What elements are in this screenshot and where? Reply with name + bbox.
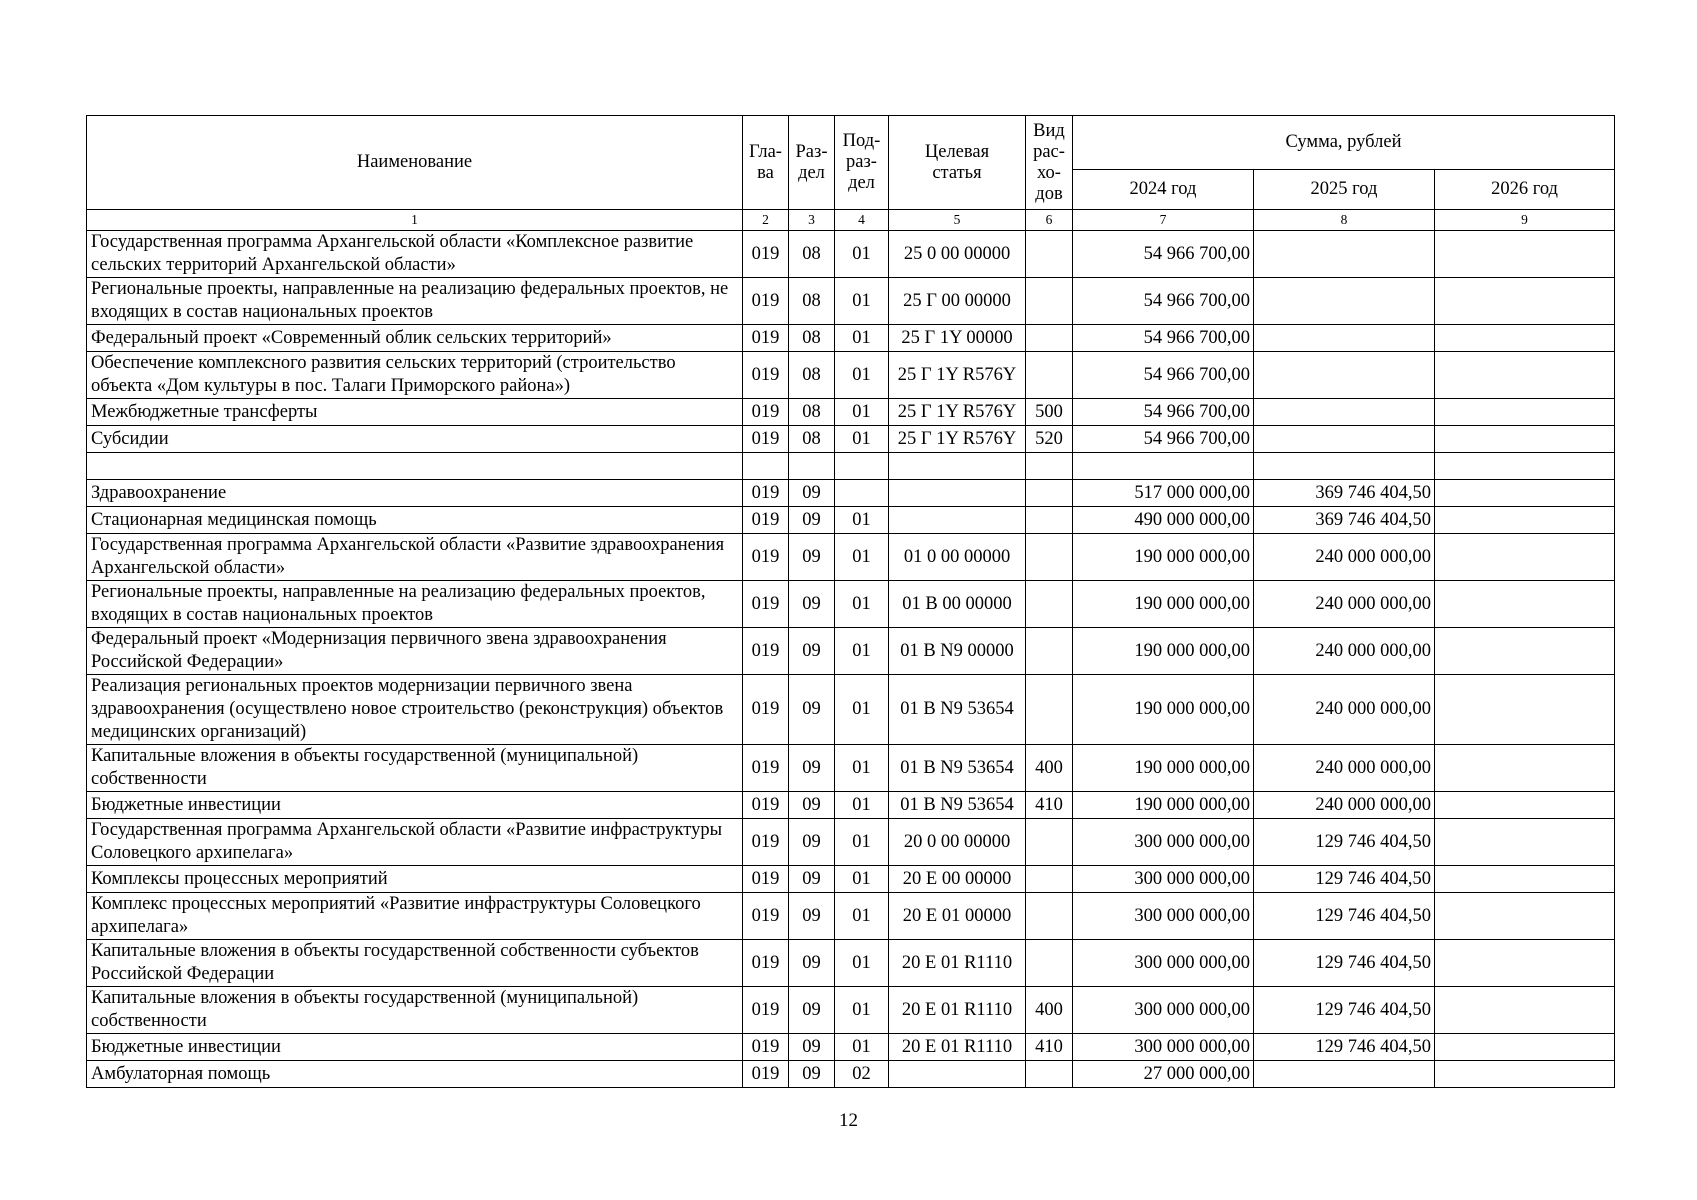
row-podrazdel: 01 [835,325,889,352]
row-podrazdel: 01 [835,819,889,866]
row-podrazdel: 01 [835,581,889,628]
row-podrazdel: 01 [835,426,889,453]
row-vid-rashodov: 520 [1026,426,1073,453]
row-sum-2024: 54 966 700,00 [1073,352,1254,399]
row-glava: 019 [743,399,789,426]
table-row [87,480,1615,507]
table-row [87,792,1615,819]
row-sum-2026 [1435,534,1615,581]
table-row [87,325,1615,352]
row-sum-2026 [1435,866,1615,893]
row-sum-2025: 240 000 000,00 [1254,675,1435,745]
row-vid-rashodov [1026,1061,1073,1088]
row-name: Комплексы процессных мероприятий [87,866,743,893]
row-sum-2026 [1435,231,1615,278]
row-glava: 019 [743,987,789,1034]
row-glava: 019 [743,628,789,675]
row-name: Капитальные вложения в объекты государственной собственности субъектов Российской Федерации [87,940,743,987]
row-vid-rashodov: 410 [1026,792,1073,819]
column-number: 1 [87,210,743,231]
row-name: Субсидии [87,426,743,453]
row-sum-2026 [1435,1061,1615,1088]
row-sum-2026 [1435,325,1615,352]
row-celevaya-statya: 20 Е 01 R1110 [889,1034,1026,1061]
row-sum-2025: 240 000 000,00 [1254,628,1435,675]
column-number-row [87,210,1615,231]
table-row [87,819,1615,866]
row-vid-rashodov: 400 [1026,987,1073,1034]
row-celevaya-statya: 20 Е 01 R1110 [889,987,1026,1034]
row-glava: 019 [743,426,789,453]
row-celevaya-statya: 01 0 00 00000 [889,534,1026,581]
table-row [87,352,1615,399]
row-sum-2026 [1435,819,1615,866]
row-sum-2024: 54 966 700,00 [1073,426,1254,453]
table-row [87,453,1615,480]
row-sum-2026 [1435,426,1615,453]
row-glava: 019 [743,581,789,628]
row-sum-2025: 129 746 404,50 [1254,987,1435,1034]
table-row [87,399,1615,426]
row-glava: 019 [743,1034,789,1061]
row-podrazdel: 01 [835,507,889,534]
row-podrazdel: 01 [835,231,889,278]
row-sum-2025: 240 000 000,00 [1254,534,1435,581]
row-sum-2024: 190 000 000,00 [1073,675,1254,745]
row-sum-2024: 300 000 000,00 [1073,940,1254,987]
row-sum-2024: 300 000 000,00 [1073,1034,1254,1061]
row-glava: 019 [743,507,789,534]
row-glava: 019 [743,792,789,819]
row-name: Государственная программа Архангельской области «Комплексное развитие сельских территорий Архангельской области» [87,231,743,278]
row-celevaya-statya: 25 Г 1Y R576Y [889,399,1026,426]
row-sum-2026 [1435,987,1615,1034]
table-row [87,987,1615,1034]
row-sum-2026 [1435,278,1615,325]
row-podrazdel: 01 [835,399,889,426]
row-glava: 019 [743,480,789,507]
row-name: Федеральный проект «Современный облик сельских территорий» [87,325,743,352]
row-name: Комплекс процессных мероприятий «Развитие инфраструктуры Соловецкого архипелага» [87,893,743,940]
row-glava: 019 [743,893,789,940]
row-sum-2024: 54 966 700,00 [1073,325,1254,352]
row-sum-2025 [1254,426,1435,453]
row-vid-rashodov [1026,534,1073,581]
row-razdel: 09 [789,480,835,507]
row-sum-2025: 129 746 404,50 [1254,893,1435,940]
row-razdel: 09 [789,940,835,987]
row-name: Здравоохранение [87,480,743,507]
row-razdel: 08 [789,278,835,325]
row-glava: 019 [743,866,789,893]
row-celevaya-statya: 20 0 00 00000 [889,819,1026,866]
column-number: 2 [743,210,789,231]
column-number: 3 [789,210,835,231]
header-year-2025: 2025 год [1254,170,1435,210]
row-razdel: 08 [789,325,835,352]
row-sum-2024: 517 000 000,00 [1073,480,1254,507]
row-celevaya-statya: 01 В N9 53654 [889,675,1026,745]
row-vid-rashodov: 410 [1026,1034,1073,1061]
row-razdel: 08 [789,352,835,399]
row-podrazdel: 01 [835,352,889,399]
row-razdel: 09 [789,534,835,581]
row-celevaya-statya [889,453,1026,480]
row-vid-rashodov [1026,940,1073,987]
row-sum-2026 [1435,453,1615,480]
row-sum-2025: 129 746 404,50 [1254,866,1435,893]
table-row [87,1061,1615,1088]
row-vid-rashodov [1026,278,1073,325]
row-razdel: 09 [789,792,835,819]
row-sum-2024: 54 966 700,00 [1073,399,1254,426]
row-sum-2026 [1435,399,1615,426]
table-row [87,745,1615,792]
row-celevaya-statya: 20 Е 00 00000 [889,866,1026,893]
row-glava: 019 [743,534,789,581]
row-podrazdel: 01 [835,1034,889,1061]
row-razdel: 09 [789,581,835,628]
table-body [87,231,1615,1088]
row-podrazdel: 01 [835,940,889,987]
row-sum-2026 [1435,940,1615,987]
row-glava: 019 [743,675,789,745]
row-podrazdel: 01 [835,675,889,745]
row-razdel: 09 [789,866,835,893]
row-vid-rashodov [1026,352,1073,399]
row-celevaya-statya: 01 В N9 00000 [889,628,1026,675]
row-podrazdel: 02 [835,1061,889,1088]
row-sum-2025 [1254,278,1435,325]
row-podrazdel: 01 [835,745,889,792]
row-vid-rashodov [1026,893,1073,940]
table-row [87,581,1615,628]
row-glava: 019 [743,352,789,399]
row-sum-2026 [1435,352,1615,399]
row-name: Государственная программа Архангельской области «Развитие инфраструктуры Соловецкого архипелага» [87,819,743,866]
header-year-2026: 2026 год [1435,170,1615,210]
row-name: Межбюджетные трансферты [87,399,743,426]
row-celevaya-statya: 25 0 00 00000 [889,231,1026,278]
row-celevaya-statya: 01 В 00 00000 [889,581,1026,628]
row-razdel: 09 [789,507,835,534]
row-sum-2025 [1254,399,1435,426]
row-vid-rashodov [1026,819,1073,866]
row-name: Государственная программа Архангельской области «Развитие здравоохранения Архангельской области» [87,534,743,581]
row-razdel: 08 [789,426,835,453]
table-row [87,675,1615,745]
header-razdel: Раз- дел [789,116,835,210]
row-name: Региональные проекты, направленные на реализацию федеральных проектов, входящих в состав национальных проектов [87,581,743,628]
row-sum-2025: 129 746 404,50 [1254,940,1435,987]
row-podrazdel: 01 [835,534,889,581]
row-sum-2026 [1435,745,1615,792]
row-sum-2025: 240 000 000,00 [1254,792,1435,819]
header-name: Наименование [87,116,743,210]
row-name: Федеральный проект «Модернизация первичного звена здравоохранения Российской Федерации» [87,628,743,675]
row-sum-2024: 190 000 000,00 [1073,628,1254,675]
header-glava: Гла- ва [743,116,789,210]
row-vid-rashodov [1026,480,1073,507]
column-number: 6 [1026,210,1073,231]
row-celevaya-statya [889,480,1026,507]
budget-table [86,115,1615,1088]
header-year-2024: 2024 год [1073,170,1254,210]
row-celevaya-statya [889,507,1026,534]
header-summa: Сумма, рублей [1073,116,1615,170]
row-razdel: 09 [789,628,835,675]
table-row [87,278,1615,325]
row-sum-2025: 240 000 000,00 [1254,745,1435,792]
row-sum-2026 [1435,628,1615,675]
row-celevaya-statya: 20 Е 01 R1110 [889,940,1026,987]
row-glava: 019 [743,940,789,987]
page-number: 12 [839,1110,858,1131]
row-vid-rashodov [1026,231,1073,278]
row-celevaya-statya: 25 Г 1Y R576Y [889,426,1026,453]
row-sum-2025 [1254,231,1435,278]
row-name: Стационарная медицинская помощь [87,507,743,534]
column-number: 4 [835,210,889,231]
row-celevaya-statya: 25 Г 00 00000 [889,278,1026,325]
row-sum-2024: 190 000 000,00 [1073,745,1254,792]
row-glava: 019 [743,231,789,278]
row-razdel: 09 [789,819,835,866]
row-sum-2025 [1254,352,1435,399]
row-name: Обеспечение комплексного развития сельских территорий (строительство объекта «Дом культуры в пос. Талаги Приморского района») [87,352,743,399]
row-vid-rashodov [1026,675,1073,745]
row-razdel: 08 [789,399,835,426]
table-row [87,426,1615,453]
row-sum-2026 [1435,893,1615,940]
row-razdel: 09 [789,1034,835,1061]
column-number: 8 [1254,210,1435,231]
row-celevaya-statya [889,1061,1026,1088]
row-podrazdel: 01 [835,628,889,675]
row-sum-2024: 54 966 700,00 [1073,278,1254,325]
row-glava: 019 [743,819,789,866]
row-sum-2026 [1435,581,1615,628]
table-row [87,628,1615,675]
row-sum-2026 [1435,792,1615,819]
row-razdel: 08 [789,231,835,278]
row-razdel: 09 [789,1061,835,1088]
row-sum-2024 [1073,453,1254,480]
row-celevaya-statya: 25 Г 1Y 00000 [889,325,1026,352]
row-sum-2024: 27 000 000,00 [1073,1061,1254,1088]
row-celevaya-statya: 25 Г 1Y R576Y [889,352,1026,399]
row-name: Бюджетные инвестиции [87,1034,743,1061]
table-row [87,940,1615,987]
row-sum-2024: 190 000 000,00 [1073,581,1254,628]
row-sum-2025 [1254,1061,1435,1088]
row-sum-2024: 190 000 000,00 [1073,792,1254,819]
row-name: Реализация региональных проектов модернизации первичного звена здравоохранения (осуществлено новое строительство (реконструкция) объектов медицинских организаций) [87,675,743,745]
table-row [87,893,1615,940]
row-razdel: 09 [789,893,835,940]
row-celevaya-statya: 20 Е 01 00000 [889,893,1026,940]
row-name: Бюджетные инвестиции [87,792,743,819]
row-sum-2024: 300 000 000,00 [1073,866,1254,893]
row-sum-2024: 300 000 000,00 [1073,987,1254,1034]
row-sum-2024: 300 000 000,00 [1073,893,1254,940]
row-razdel: 09 [789,987,835,1034]
row-name: Капитальные вложения в объекты государственной (муниципальной) собственности [87,987,743,1034]
row-name: Капитальные вложения в объекты государственной (муниципальной) собственности [87,745,743,792]
header-vid-rashodov: Вид рас- хо- дов [1026,116,1073,210]
row-razdel [789,453,835,480]
row-glava: 019 [743,325,789,352]
row-sum-2025: 240 000 000,00 [1254,581,1435,628]
row-vid-rashodov [1026,866,1073,893]
row-vid-rashodov: 400 [1026,745,1073,792]
column-number: 9 [1435,210,1615,231]
row-name [87,453,743,480]
row-name: Региональные проекты, направленные на реализацию федеральных проектов, не входящих в состав национальных проектов [87,278,743,325]
row-sum-2025: 369 746 404,50 [1254,507,1435,534]
row-sum-2025: 369 746 404,50 [1254,480,1435,507]
row-podrazdel [835,480,889,507]
table-row [87,534,1615,581]
row-vid-rashodov [1026,628,1073,675]
header-celevaya-statya: Целевая статья [889,116,1026,210]
row-vid-rashodov [1026,507,1073,534]
row-podrazdel: 01 [835,278,889,325]
row-glava [743,453,789,480]
row-sum-2026 [1435,480,1615,507]
row-sum-2026 [1435,1034,1615,1061]
row-razdel: 09 [789,675,835,745]
table-row [87,1034,1615,1061]
row-razdel: 09 [789,745,835,792]
row-vid-rashodov: 500 [1026,399,1073,426]
row-name: Амбулаторная помощь [87,1061,743,1088]
row-glava: 019 [743,745,789,792]
row-sum-2024: 190 000 000,00 [1073,534,1254,581]
column-number: 7 [1073,210,1254,231]
row-glava: 019 [743,278,789,325]
row-sum-2024: 300 000 000,00 [1073,819,1254,866]
row-sum-2025: 129 746 404,50 [1254,1034,1435,1061]
row-sum-2026 [1435,675,1615,745]
table-row [87,507,1615,534]
row-vid-rashodov [1026,581,1073,628]
row-sum-2024: 54 966 700,00 [1073,231,1254,278]
row-glava: 019 [743,1061,789,1088]
row-vid-rashodov [1026,453,1073,480]
row-sum-2025 [1254,325,1435,352]
row-sum-2025 [1254,453,1435,480]
row-sum-2024: 490 000 000,00 [1073,507,1254,534]
row-celevaya-statya: 01 В N9 53654 [889,792,1026,819]
column-number: 5 [889,210,1026,231]
row-celevaya-statya: 01 В N9 53654 [889,745,1026,792]
row-podrazdel [835,453,889,480]
row-podrazdel: 01 [835,792,889,819]
table-row [87,866,1615,893]
row-sum-2025: 129 746 404,50 [1254,819,1435,866]
row-podrazdel: 01 [835,893,889,940]
row-podrazdel: 01 [835,866,889,893]
row-podrazdel: 01 [835,987,889,1034]
table-row [87,231,1615,278]
row-sum-2026 [1435,507,1615,534]
row-vid-rashodov [1026,325,1073,352]
header-podrazdel: Под- раз- дел [835,116,889,210]
